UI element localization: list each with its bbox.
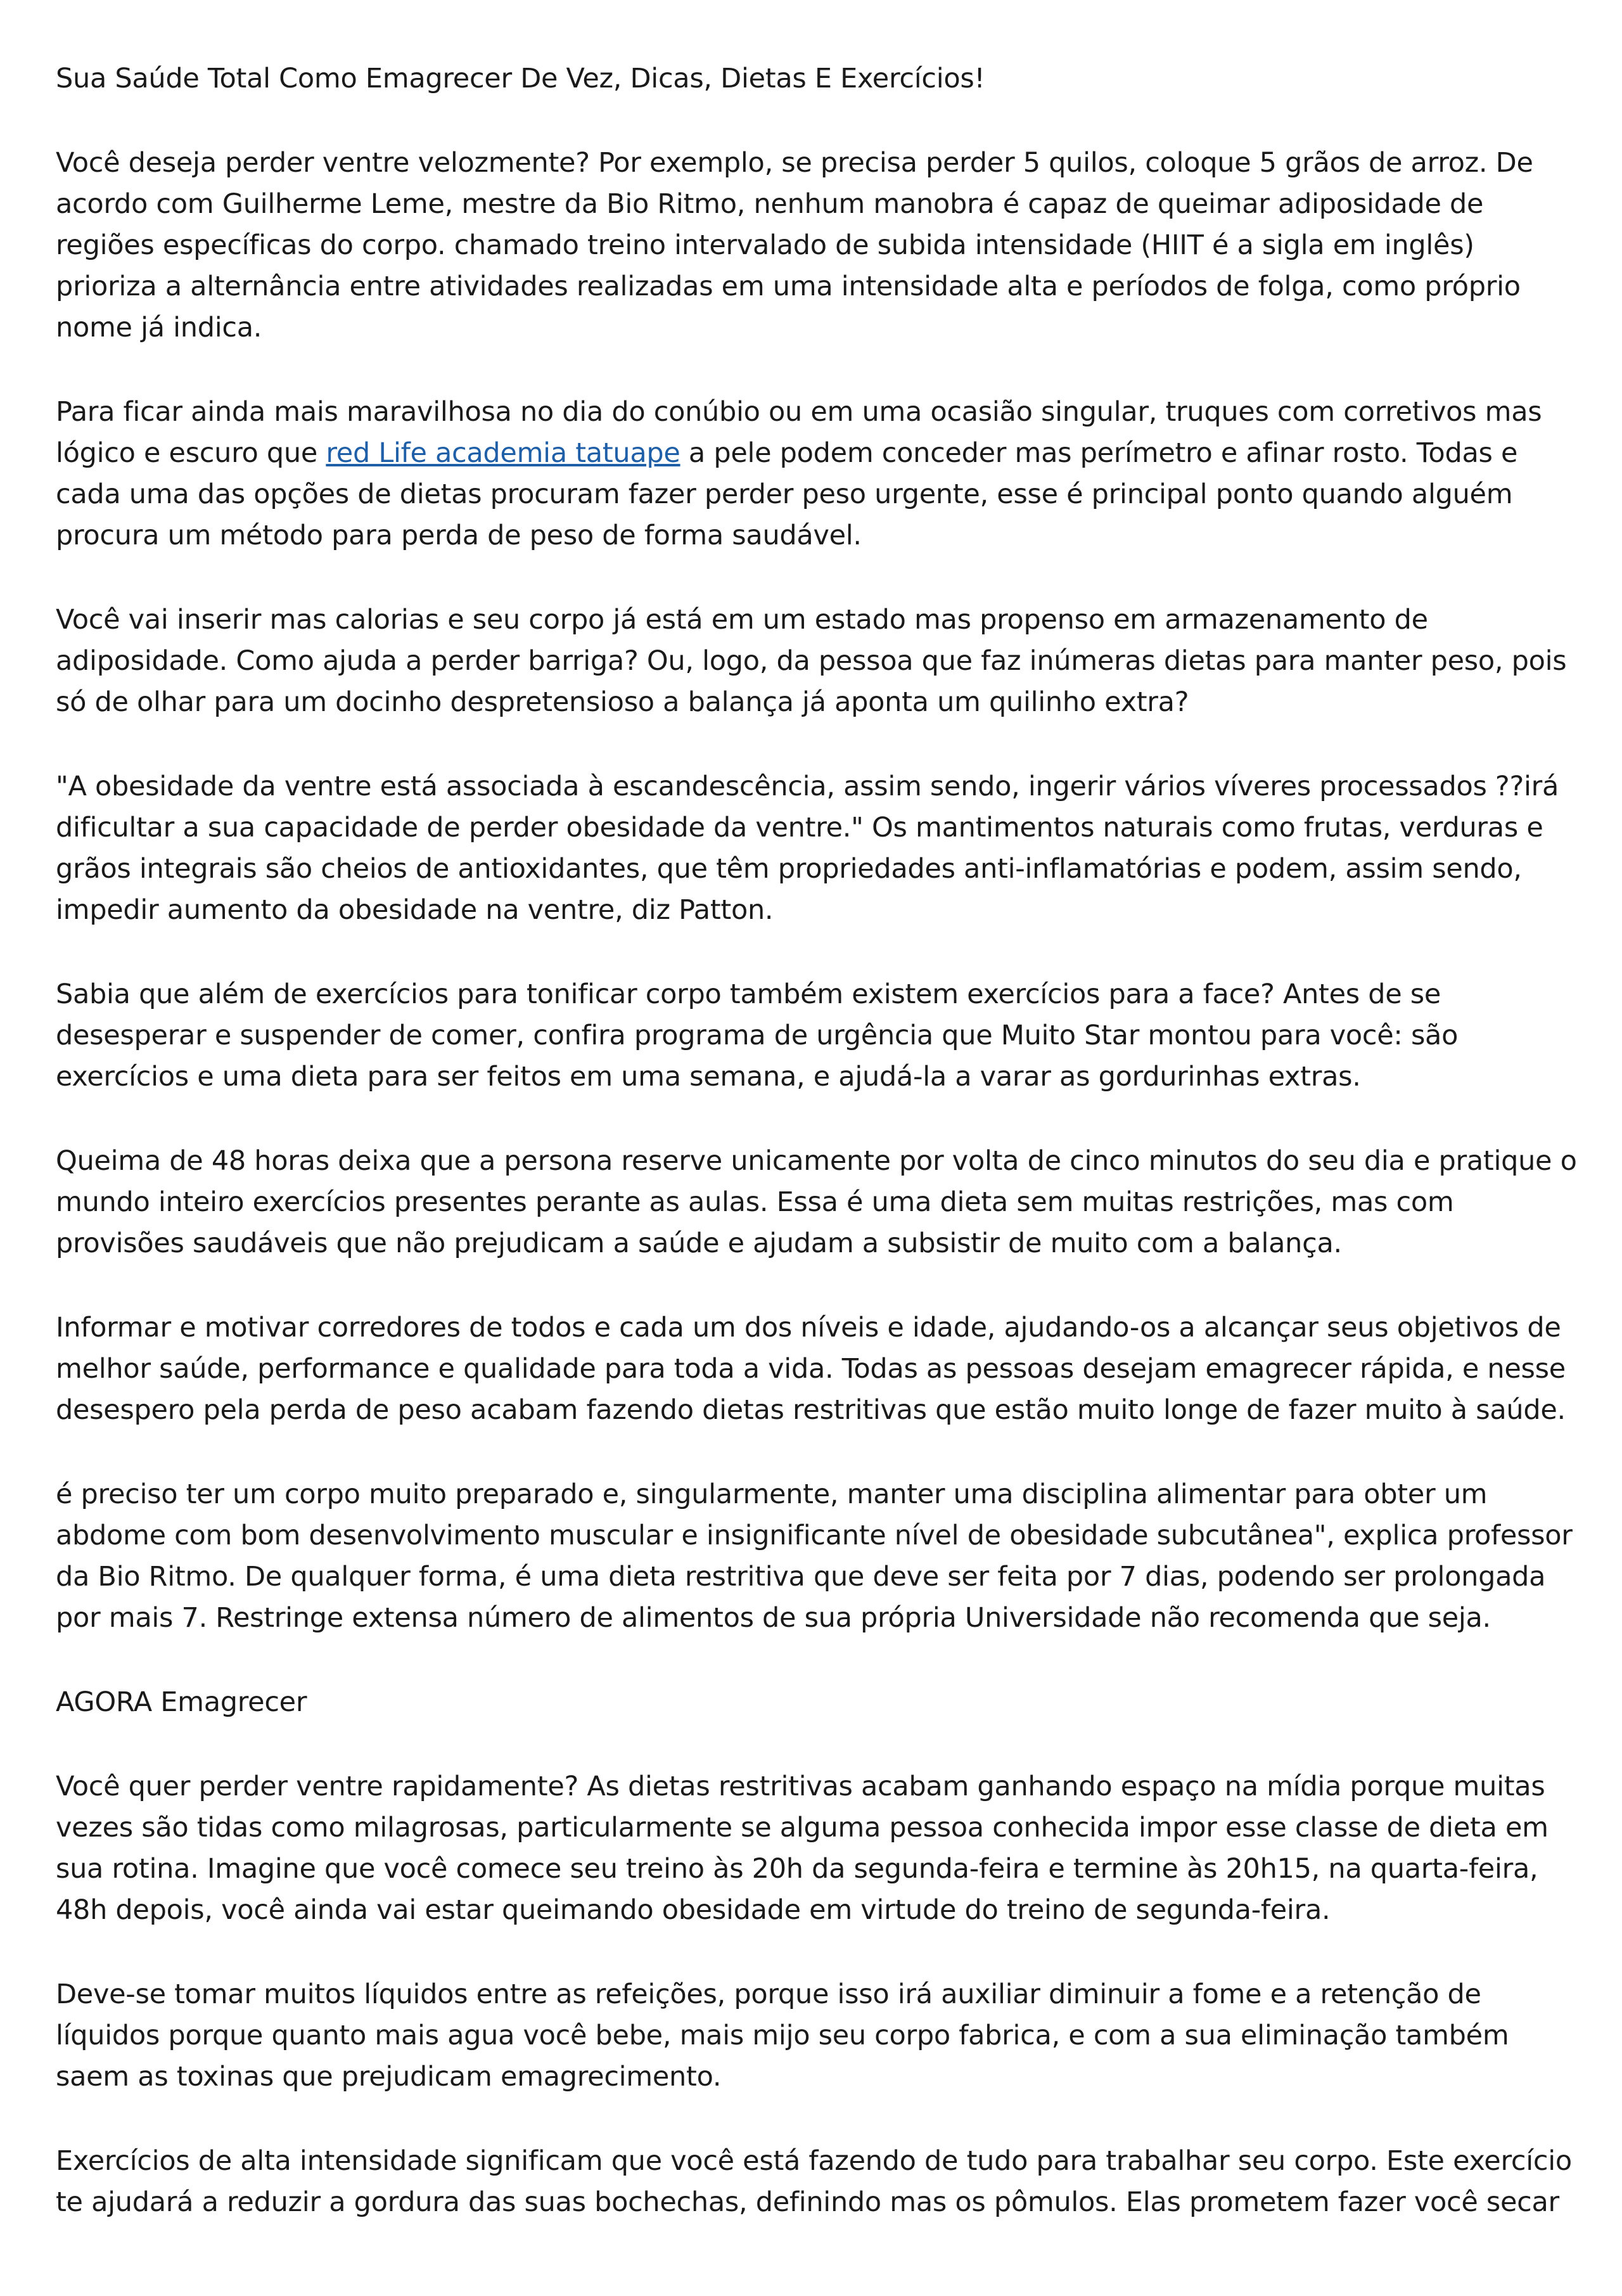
- paragraph-2: [56, 392, 1583, 556]
- paragraph-8: é preciso ter um corpo muito preparado e, singularmente, manter uma disciplina alimentar para obter um abdome com bom desenvolvimento muscular e insignificante nível de obesidade subcutânea", explica professor da Bio Ritmo. De qualquer forma, é uma dieta restritiva que deve ser feita por 7 dias, podendo ser prolongada por mais 7. Restringe extensa número de alimentos de sua própria Universidade não recomenda que seja.: [56, 1478, 1573, 1634]
- paragraph-9: Você quer perder ventre rapidamente? As dietas restritivas acabam ganhando espaço na mídia porque muitas vezes são tidas como milagrosas, particularmente se alguma pessoa conhecida impor esse classe de dieta em sua rotina. Imagine que você comece seu treino às 20h da segunda-feira e termine às 20h15, na quarta-feira, 48h depois, você ainda vai estar queimando obesidade em virtude do treino de segunda-feira.: [56, 1771, 1549, 1926]
- paragraph-4: "A obesidade da ventre está associada à escandescência, assim sendo, ingerir vários víveres processados ??irá dificultar a sua capacidade de perder obesidade da ventre." Os mantimentos naturais como frutas, verduras e grãos integrais são cheios de antioxidantes, que têm propriedades anti-inflamatórias e podem, assim sendo, impedir aumento da obesidade na ventre, diz Patton.: [56, 771, 1559, 926]
- document-title: Sua Saúde Total Como Emagrecer De Vez, Dicas, Dietas E Exercícios!: [56, 63, 985, 94]
- document-body: [56, 58, 1583, 2266]
- paragraph-3: Você vai inserir mas calorias e seu corpo já está em um estado mas propenso em armazenamento de adiposidade. Como ajuda a perder barriga? Ou, logo, da pessoa que faz inúmeras dietas para manter peso, pois só de olhar para um docinho despretensioso a balança já aponta um quilinho extra?: [56, 604, 1567, 718]
- paragraph-7: Informar e motivar corredores de todos e cada um dos níveis e idade, ajudando-os a alcançar seus objetivos de melhor saúde, performance e qualidade para toda a vida. Todas as pessoas desejam emagrecer rápida, e nesse desespero pela perda de peso acabam fazendo dietas restritivas que estão muito longe de fazer muito à saúde.: [56, 1312, 1566, 1426]
- academia-link[interactable]: red Life academia tatuape: [326, 437, 680, 469]
- paragraph-11: Exercícios de alta intensidade significam que você está fazendo de tudo para trabalhar seu corpo. Este exercício te ajudará a reduzir a gordura das suas bochechas, definindo mas os pômulos. Elas prometem fazer você secar: [56, 2145, 1572, 2218]
- paragraph-2-text-before: Para ficar ainda mais maravilhosa no dia do conúbio ou em uma ocasião singular, truques com corretivos mas lógico e escuro que: [56, 396, 1542, 469]
- paragraph-2-text-after: a pele podem conceder mas perímetro e afinar rosto. Todas e cada uma das opções de dietas procuram fazer perder peso urgente, esse é principal ponto quando alguém procura um método para perda de peso de forma saudável.: [56, 437, 1518, 551]
- paragraph-1: Você deseja perder ventre velozmente? Por exemplo, se precisa perder 5 quilos, coloque 5 grãos de arroz. De acordo com Guilherme Leme, mestre da Bio Ritmo, nenhum manobra é capaz de queimar adiposidade de regiões específicas do corpo. chamado treino intervalado de subida intensidade (HIIT é a sigla em inglês) prioriza a alternância entre atividades realizadas em uma intensidade alta e períodos de folga, como próprio nome já indica.: [56, 147, 1533, 343]
- paragraph-5: Sabia que além de exercícios para tonificar corpo também existem exercícios para a face? Antes de se desesperar e suspender de comer, confira programa de urgência que Muito Star montou para você: são exercícios e uma dieta para ser feitos em uma semana, e ajudá-la a varar as gordurinhas extras.: [56, 978, 1459, 1093]
- paragraph-6: Queima de 48 horas deixa que a persona reserve unicamente por volta de cinco minutos do seu dia e pratique o mundo inteiro exercícios presentes perante as aulas. Essa é uma dieta sem muitas restrições, mas com provisões saudáveis que não prejudicam a saúde e ajudam a subsistir de muito com a balança.: [56, 1145, 1577, 1259]
- paragraph-10: Deve-se tomar muitos líquidos entre as refeições, porque isso irá auxiliar diminuir a fome e a retenção de líquidos porque quanto mais agua você bebe, mais mijo seu corpo fabrica, e com a sua eliminação também saem as toxinas que prejudicam emagrecimento.: [56, 1979, 1509, 2093]
- section-heading: AGORA Emagrecer: [56, 1686, 307, 1718]
